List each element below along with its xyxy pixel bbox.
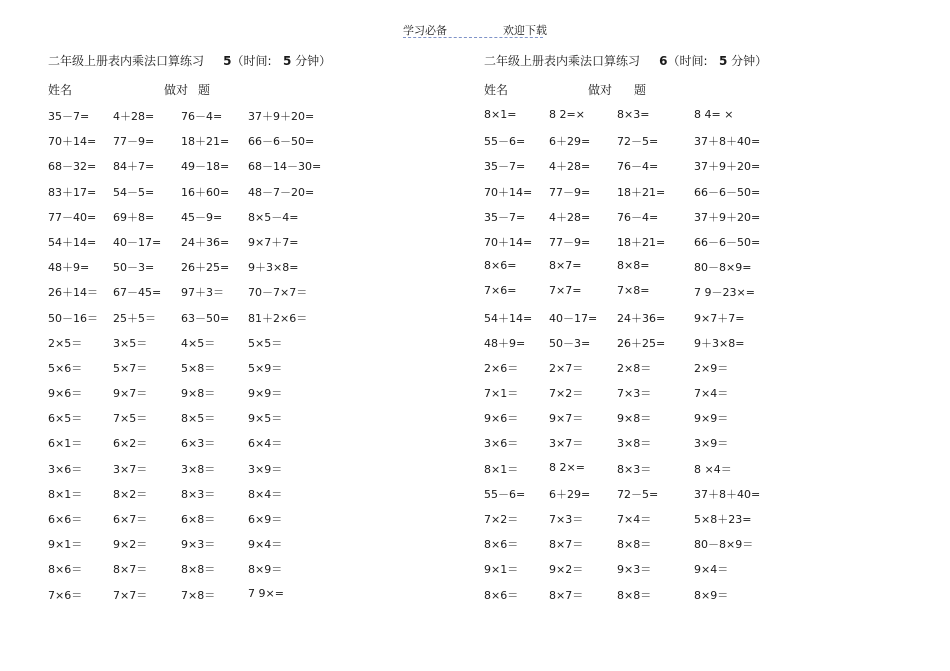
problem-item: 55－6= [484,135,526,149]
worksheet-5 [48,52,468,652]
problem-item: 3×6＝ [484,437,519,451]
problem-item: 9×2＝ [113,538,148,552]
worksheet-6 [484,52,904,652]
problem-item: 4＋28= [549,160,591,174]
problem-row [48,234,468,259]
time-unit: 分钟） [731,54,768,68]
problem-item: 16＋60= [181,185,230,199]
problem-row [48,310,468,335]
problem-row [484,133,904,158]
problem-row [484,561,904,586]
problem-item: 7 9－23×= [694,286,755,300]
problem-item: 5×6＝ [48,361,83,375]
correct-label: 做对 [588,83,613,97]
problem-row [484,209,904,234]
problem-item: 76－4= [181,110,223,123]
problem-item: 49－18= [181,160,230,174]
problem-item: 3×5＝ [113,336,148,350]
title-text: 二年级上册表内乘法口算练习 [48,54,205,68]
problem-item: 26＋14＝ [48,286,98,300]
problem-item: 70＋14= [484,185,533,199]
problem-item: 67－45= [113,286,162,300]
problem-item: 8 ×4＝ [694,462,732,476]
problem-item: 9×2＝ [549,563,584,577]
problem-item: 70－7×7＝ [248,286,308,300]
problem-row [48,335,468,360]
problem-row [48,511,468,536]
problem-item: 37＋8＋40= [694,135,761,149]
problem-item: 8 2×= [549,460,585,474]
problem-item: 77－9= [549,235,591,249]
problem-item: 3×7＝ [549,437,584,451]
problem-item: 66－6－50= [694,235,761,249]
problem-item: 7×1＝ [484,387,519,401]
problem-item: 68－32= [48,160,97,174]
problem-item: 9×4＝ [694,563,729,577]
problem-item: 7×4＝ [617,513,652,526]
problem-item: 54－5= [113,185,155,199]
problem-item: 54＋14= [484,311,533,325]
problem-item: 8×8＝ [181,563,216,577]
problem-item: 7×8= [617,284,650,298]
problem-row [484,435,904,460]
problem-item: 18＋21= [617,235,666,249]
problem-item: 37＋9＋20= [694,160,761,174]
problem-row [484,234,904,259]
problem-item: 8×3＝ [617,462,652,476]
problem-item: 8×7＝ [549,538,584,552]
problem-item: 9＋3×8= [248,261,299,275]
problem-item: 4＋28= [113,110,155,123]
problem-item: 45－9= [181,210,223,224]
name-row [484,81,904,97]
title-number: 5 [223,54,232,68]
problem-item: 55－6= [484,487,526,501]
problem-rows [48,108,468,612]
problem-row [48,435,468,460]
problem-item: 8×3= [617,108,650,121]
problem-item: 7×7＝ [113,588,148,602]
name-label: 姓名 [484,83,509,97]
problem-row [484,385,904,410]
problem-item: 8×6＝ [484,588,519,602]
problem-item: 69＋8= [113,210,155,224]
problem-row [48,587,468,612]
problem-item: 8 4= × [694,108,734,121]
problem-item: 6×3＝ [181,437,216,451]
problem-item: 8×2＝ [113,487,148,501]
problem-item: 9×8＝ [181,387,216,401]
problem-item: 70＋14= [48,135,97,149]
problem-item: 9×1＝ [48,538,83,552]
problem-row [48,259,468,284]
problem-item: 5×8＝ [181,361,216,375]
problem-item: 3×6＝ [48,462,83,476]
problem-item: 8×5＝ [181,412,216,426]
problem-row [48,133,468,158]
problem-item: 3×7＝ [113,462,148,476]
problem-item: 37＋9＋20= [248,110,315,123]
problem-item: 7×2＝ [484,513,519,526]
problem-item: 54＋14= [48,235,97,249]
problem-item: 8×6＝ [484,538,519,552]
problem-item: 9×8＝ [617,412,652,426]
problem-item: 80－8×9＝ [694,538,754,552]
problem-item: 66－6－50= [248,135,315,149]
problem-item: 8×7＝ [549,588,584,602]
problem-row [48,209,468,234]
problem-item: 6×2＝ [113,437,148,451]
problem-item: 76－4= [617,160,659,174]
problem-row [48,461,468,486]
problem-item: 9×9＝ [694,412,729,426]
problem-row [48,385,468,410]
problem-row [48,410,468,435]
problem-item: 9×7＋7= [248,235,299,249]
problem-item: 7×6＝ [48,588,83,602]
problem-item: 2×9＝ [694,361,729,375]
problem-item: 9×7＝ [549,412,584,426]
problem-item: 9×6＝ [48,387,83,401]
problem-item: 9×1＝ [484,563,519,577]
header-left-text: 学习必备 [403,24,447,37]
problem-row [484,108,904,133]
problem-item: 8×3＝ [181,487,216,501]
problem-item: 7 9×= [248,586,284,600]
problem-item: 9×3＝ [617,563,652,577]
problem-row [48,108,468,133]
problem-row [484,259,904,284]
page-header [0,22,950,40]
problem-row [484,184,904,209]
problem-item: 76－4= [617,210,659,224]
problem-item: 77－9= [113,135,155,149]
problem-item: 8×5－4= [248,210,299,224]
problem-row [484,536,904,561]
problem-item: 37＋8＋40= [694,487,761,501]
problem-item: 77－40= [48,210,97,224]
problem-item: 7×6= [484,284,517,298]
time-number: 5 [718,54,728,68]
problem-item: 8×9＝ [694,588,729,602]
problem-item: 6×1＝ [48,437,83,451]
problem-item: 3×9＝ [694,437,729,451]
problem-item: 35－7= [48,110,90,123]
worksheet-title [48,52,331,69]
problem-item: 7×8＝ [181,588,216,602]
problem-item: 72－5= [617,487,659,501]
problem-row [484,158,904,183]
problem-item: 7×7= [549,284,582,298]
name-row [48,81,468,97]
problem-item: 7×3＝ [549,513,584,526]
correct-label: 做对 [164,83,189,97]
problem-item: 81＋2×6＝ [248,311,308,325]
problem-item: 40－17= [549,311,598,325]
problem-item: 9×7＝ [113,387,148,401]
problem-item: 83＋17= [48,185,97,199]
problem-row [484,284,904,309]
problem-item: 8×1＝ [484,462,519,476]
problem-item: 48＋9= [484,336,526,350]
problem-item: 50－3= [549,336,591,350]
problem-item: 6＋29= [549,135,591,149]
problem-row [484,486,904,511]
problem-item: 5×7＝ [113,361,148,375]
problem-row [48,561,468,586]
problem-item: 6×5＝ [48,412,83,426]
problem-item: 6×7＝ [113,513,148,526]
problem-item: 7×2＝ [549,387,584,401]
problem-item: 5×5＝ [248,336,283,350]
worksheet-title [484,52,767,69]
problem-item: 4×5＝ [181,336,216,350]
problem-row [484,587,904,612]
problem-item: 8 2=× [549,108,585,121]
title-number: 6 [659,54,668,68]
problem-item: 24＋36= [617,311,666,325]
problem-item: 8×4＝ [248,487,283,501]
problem-item: 9×6＝ [484,412,519,426]
problem-row [484,410,904,435]
problem-item: 50－16＝ [48,311,98,325]
problem-item: 8×1＝ [48,487,83,501]
problem-item: 8×8＝ [617,588,652,602]
problem-item: 68－14－30= [248,160,322,174]
problem-row [48,284,468,309]
problem-item: 77－9= [549,185,591,199]
problem-row [48,536,468,561]
problem-item: 9×3＝ [181,538,216,552]
problem-item: 7×5＝ [113,412,148,426]
header-right-text: 欢迎下载 [503,24,547,37]
problem-row [484,511,904,536]
problem-row [484,335,904,360]
problem-item: 26＋25= [617,336,666,350]
problem-item: 6×9＝ [248,513,283,526]
problem-item: 50－3= [113,261,155,275]
name-label: 姓名 [48,83,73,97]
problem-row [48,158,468,183]
problem-item: 8×7＝ [113,563,148,577]
problem-item: 9×4＝ [248,538,283,552]
time-unit: 分钟） [295,54,332,68]
problem-item: 18＋21= [617,185,666,199]
problem-item: 8×8= [617,259,650,273]
problem-item: 70＋14= [484,235,533,249]
time-label: （时间: [231,54,272,68]
problem-item: 66－6－50= [694,185,761,199]
problem-item: 18＋21= [181,135,230,149]
title-text: 二年级上册表内乘法口算练习 [484,54,641,68]
time-number: 5 [282,54,292,68]
problem-item: 8×1= [484,108,517,121]
problem-item: 25＋5＝ [113,311,156,325]
problem-item: 2×5＝ [48,336,83,350]
problem-item: 37＋9＋20= [694,210,761,224]
header-dashed-line [403,37,543,38]
problem-item: 9×9＝ [248,387,283,401]
problem-rows [484,108,904,612]
problem-item: 35－7= [484,160,526,174]
problem-item: 6＋29= [549,487,591,501]
problem-item: 6×4＝ [248,437,283,451]
problem-row [48,184,468,209]
problem-item: 26＋25= [181,261,230,275]
problem-item: 8×6＝ [48,563,83,577]
problem-item: 8×9＝ [248,563,283,577]
problem-item: 9×5＝ [248,412,283,426]
problem-item: 8×6= [484,259,517,273]
problem-item: 63－50= [181,311,230,325]
problem-row [484,310,904,335]
problem-item: 4＋28= [549,210,591,224]
problem-item: 3×8＝ [617,437,652,451]
problem-item: 24＋36= [181,235,230,249]
problem-item: 7×3＝ [617,387,652,401]
problem-item: 3×9＝ [248,462,283,476]
problem-item: 35－7= [484,210,526,224]
problem-item: 48＋9= [48,261,90,275]
questions-label: 题 [634,83,647,97]
problem-item: 5×8＋23= [694,513,752,526]
problem-item: 97＋3＝ [181,286,224,300]
problem-row [484,360,904,385]
problem-row [484,461,904,486]
problem-item: 7×4＝ [694,387,729,401]
questions-label: 题 [198,83,211,97]
problem-item: 9＋3×8= [694,336,745,350]
time-label: （时间: [667,54,708,68]
problem-item: 9×7＋7= [694,311,745,325]
problem-item: 8×7= [549,259,582,273]
problem-row [48,360,468,385]
problem-item: 80－8×9= [694,261,752,275]
problem-item: 48－7－20= [248,185,315,199]
problem-item: 5×9＝ [248,361,283,375]
problem-item: 2×7＝ [549,361,584,375]
problem-row [48,486,468,511]
problem-item: 72－5= [617,135,659,149]
problem-item: 40－17= [113,235,162,249]
problem-item: 6×8＝ [181,513,216,526]
problem-item: 84＋7= [113,160,155,174]
problem-item: 2×8＝ [617,361,652,375]
problem-item: 8×8＝ [617,538,652,552]
problem-item: 6×6＝ [48,513,83,526]
problem-item: 2×6＝ [484,361,519,375]
problem-item: 3×8＝ [181,462,216,476]
